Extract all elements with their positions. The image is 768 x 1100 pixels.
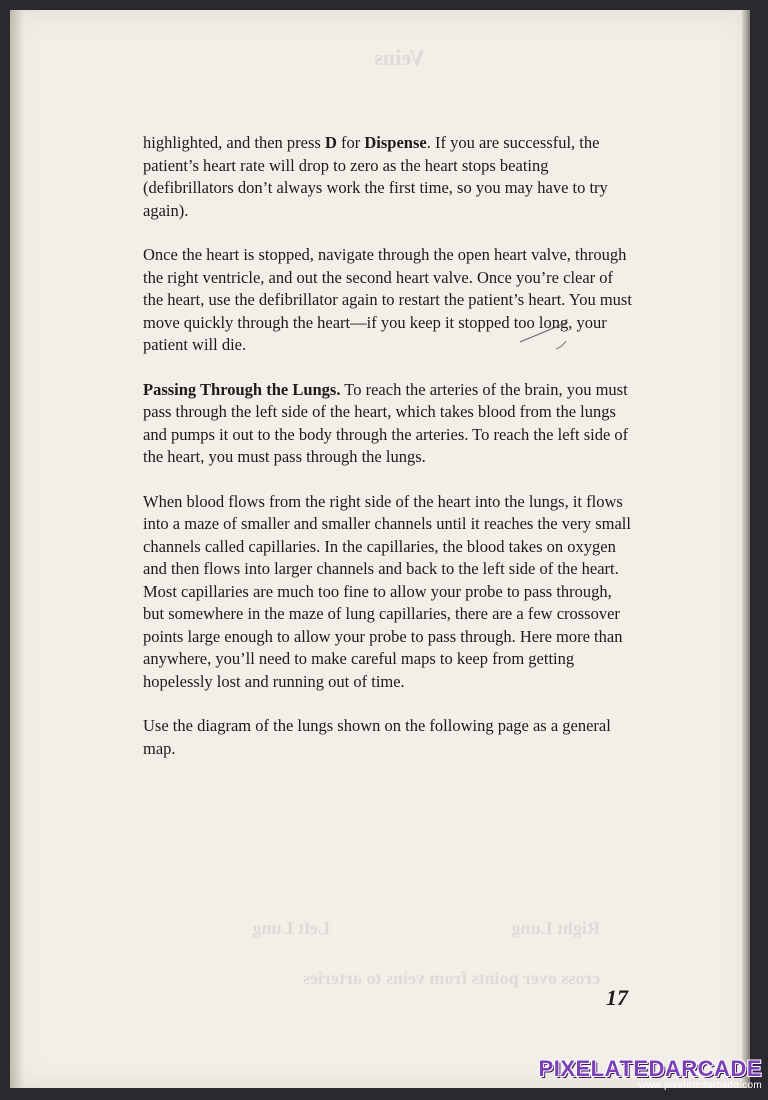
text-run: When blood flows from the right side of the heart into the lungs, it flows into a maze of smaller and smaller channels until it reaches the very small channels called capillaries. In the capillaries, the blood takes on oxygen and then flows into larger channels and back to the left side of the heart. Most capillaries are much too fine to allow your probe to pass through, but somewhere in the maze of lung capillaries, there are a few crossover points large enough to allow your probe to pass through. Here more than anywhere, you’ll need to make careful maps to keep from getting hopelessly lost and running out of time.	[143, 491, 631, 691]
show-through-left-lung: Left Lung	[252, 918, 330, 938]
manual-page	[10, 10, 750, 1088]
paragraph	[143, 244, 633, 357]
paragraph	[143, 132, 633, 222]
show-through-right-lung: Right Lung	[511, 918, 600, 938]
show-through-title: Veins	[374, 45, 425, 70]
bold-term: Dispense	[364, 133, 427, 152]
text-run: . If you are successful, the patient’s heart rate will drop to zero as the heart stops beating (defibrillators don’t always work the first time, so you may have to try again).	[143, 133, 608, 220]
paragraph	[143, 715, 633, 760]
paragraph	[143, 491, 633, 694]
watermark-logo: PIXELATEDARCADE	[538, 1056, 762, 1081]
text-run: Use the diagram of the lungs shown on the following page as a general map.	[143, 716, 611, 758]
text-run: for	[336, 133, 365, 152]
binding-shadow	[10, 10, 24, 1088]
text-run: Once the heart is stopped, navigate through the open heart valve, through the right ventricle, and out the second heart valve. Once you’re clear of the heart, use the defibrillator again to restart the patient’s heart. You must move quickly through the heart—if you keep it stopped too long, your patient will die.	[143, 245, 632, 354]
page-number: 17	[606, 985, 628, 1010]
show-through-crossover-note: cross over points from veins to arteries	[303, 968, 600, 988]
watermark-url: www.pixelatedarcade.com	[638, 1080, 762, 1091]
watermark	[539, 1058, 762, 1092]
text-run: To reach the arteries of the brain, you must pass through the left side of the heart, which takes blood from the lungs and pumps it out to the body through the arteries. To reach the left side of the heart, you must pass through the lungs.	[143, 379, 629, 466]
bold-term: Passing Through the Lungs.	[143, 379, 341, 399]
body-text	[143, 132, 633, 782]
bold-term: D	[324, 133, 337, 152]
page-edge	[742, 10, 750, 1088]
paragraph	[143, 379, 633, 469]
text-run: highlighted, and then press	[143, 133, 325, 152]
